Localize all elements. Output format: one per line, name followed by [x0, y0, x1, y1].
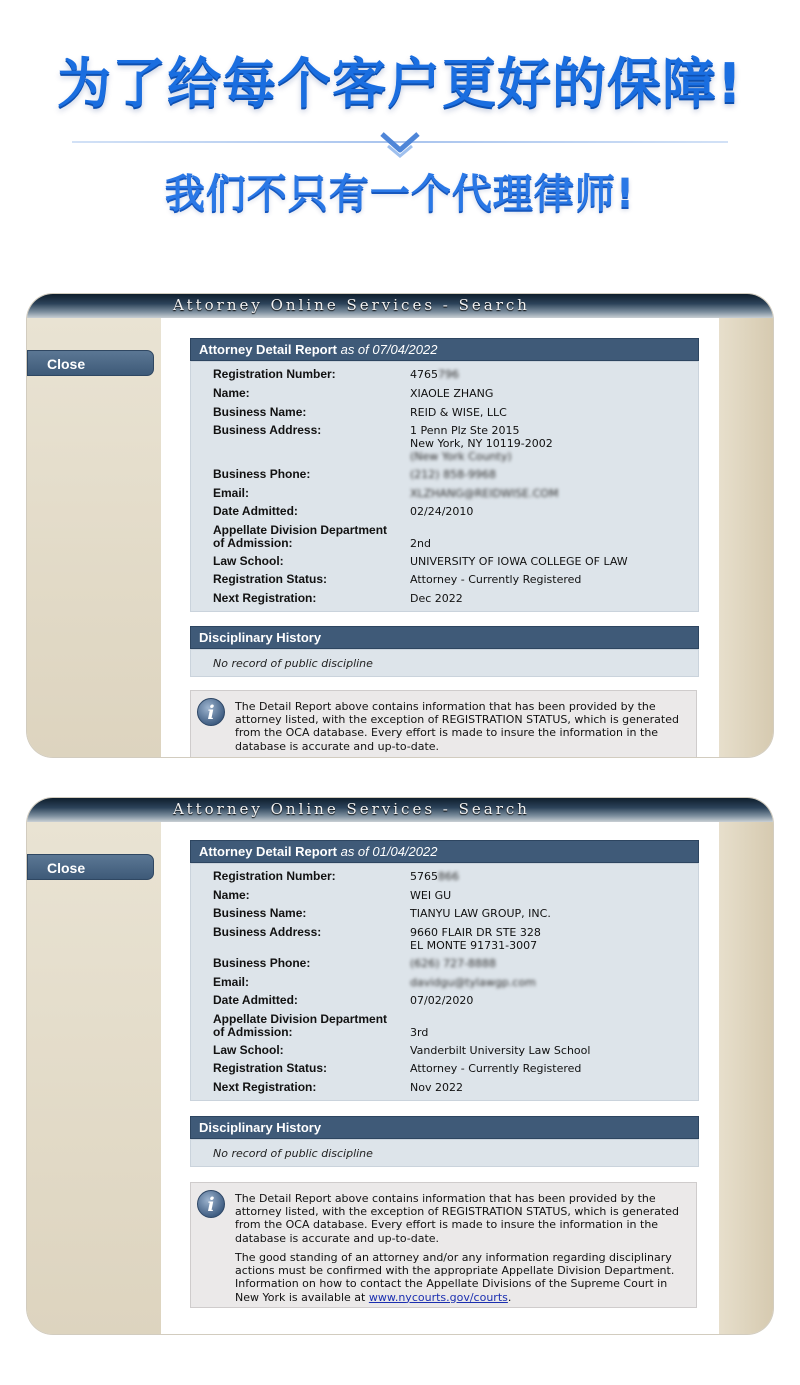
detail-report-header	[190, 338, 699, 361]
nycourts-link[interactable]: www.nycourts.gov/courts	[368, 1290, 508, 1304]
field-value	[410, 926, 700, 952]
window-title: Attorney Online Services - Search	[173, 296, 530, 314]
field-label: Law School:	[213, 554, 284, 568]
detail-report-header	[190, 840, 699, 863]
field-label: Next Registration:	[213, 1080, 317, 1094]
field-label: Business Phone:	[213, 467, 311, 481]
field-label: Business Address:	[213, 925, 322, 939]
field-value: 07/02/2020	[410, 994, 474, 1007]
label-line: Appellate Division Department	[213, 523, 388, 537]
attorney-window-2	[27, 798, 773, 1334]
reg-no-redacted: 796	[438, 368, 459, 381]
field-value-redacted: XLZHANG@REIDWISE.COM	[410, 487, 559, 500]
svg-text:i: i	[207, 702, 215, 724]
close-button[interactable]: Close	[27, 350, 154, 376]
info-notice	[190, 690, 697, 757]
field-value: 3rd	[410, 1026, 429, 1039]
field-value-redacted: (626) 727-8888	[410, 957, 497, 970]
field-label: Date Admitted:	[213, 993, 298, 1007]
field-value	[410, 368, 700, 381]
field-value: REID & WISE, LLC	[410, 406, 507, 419]
field-label: Business Name:	[213, 906, 307, 920]
label-line: of Admission:	[213, 1025, 293, 1039]
field-value: Vanderbilt University Law School	[410, 1044, 591, 1057]
no-record-text: No record of public discipline	[213, 1147, 373, 1160]
address-line: 9660 FLAIR DR STE 328	[410, 926, 541, 939]
address-line: EL MONTE 91731-3007	[410, 939, 538, 952]
field-label: Email:	[213, 486, 250, 500]
field-value: 02/24/2010	[410, 505, 474, 518]
detail-report-date: as of 07/04/2022	[340, 342, 438, 357]
field-value	[410, 870, 700, 883]
address-line-redacted: (New York County)	[410, 450, 512, 463]
disciplinary-history-body	[190, 649, 699, 677]
detail-report-title: Attorney Detail Report	[199, 342, 337, 357]
svg-text:i: i	[207, 1194, 215, 1216]
field-label: Next Registration:	[213, 591, 317, 605]
field-value: TIANYU LAW GROUP, INC.	[410, 907, 551, 920]
right-margin	[719, 318, 773, 757]
field-value: WEI GU	[410, 889, 452, 902]
reg-no-visible: 4765	[410, 368, 438, 381]
disciplinary-title: Disciplinary History	[199, 630, 322, 645]
field-value	[410, 424, 700, 463]
info-text: The Detail Report above contains information that has been provided by the attorney listed, with the exception of REGISTRATION STATUS, which is generated from the OCA database. Every effort is made to insure the information in the database is accurate and up-to-date.	[235, 1192, 679, 1245]
address-line: New York, NY 10119-2002	[410, 437, 553, 450]
field-label	[213, 524, 413, 550]
disciplinary-history-header	[190, 1116, 699, 1139]
info-icon	[196, 697, 226, 727]
field-appellate-division	[213, 524, 693, 552]
field-label: Law School:	[213, 1043, 284, 1057]
headline: 为了给每个客户更好的保障!	[57, 52, 743, 115]
field-label: Name:	[213, 888, 250, 902]
field-value: Dec 2022	[410, 592, 463, 605]
left-sidebar	[27, 822, 161, 1334]
field-value: XIAOLE ZHANG	[410, 387, 494, 400]
right-margin	[719, 822, 773, 1334]
standing-text: The good standing of an attorney and/or any information regarding disciplinary actions must be confirmed with the appropriate Appellate Division Department. Information on how to contact the Appellate Divisions of the Supreme Court in New York is available at	[235, 1251, 675, 1304]
field-label: Registration Status:	[213, 572, 328, 586]
field-label: Date Admitted:	[213, 504, 298, 518]
detail-report-body	[190, 863, 699, 1101]
close-button[interactable]: Close	[27, 854, 154, 880]
detail-report-body	[190, 361, 699, 612]
field-value: Attorney - Currently Registered	[410, 573, 582, 586]
info-text: The Detail Report above contains information that has been provided by the attorney listed, with the exception of REGISTRATION STATUS, which is generated from the OCA database. Every effort is made to insure the information in the database is accurate and up-to-date.	[235, 700, 679, 753]
attorney-window-1	[27, 294, 773, 757]
info-text-standing	[235, 1251, 685, 1304]
detail-report-date: as of 01/04/2022	[340, 844, 438, 859]
reg-no-redacted: 866	[438, 870, 459, 883]
field-label	[213, 1013, 413, 1039]
label-line: of Admission:	[213, 536, 293, 550]
link-suffix: .	[507, 1290, 512, 1304]
field-value: 2nd	[410, 537, 431, 550]
disciplinary-history-header	[190, 626, 699, 649]
field-label: Registration Number:	[213, 869, 336, 883]
field-label: Business Address:	[213, 423, 322, 437]
report-content	[161, 318, 719, 757]
field-label: Business Name:	[213, 405, 307, 419]
address-line: 1 Penn Plz Ste 2015	[410, 424, 520, 437]
detail-report-title: Attorney Detail Report	[199, 844, 337, 859]
no-record-text: No record of public discipline	[213, 657, 373, 670]
window-titlebar	[27, 798, 773, 822]
subline: 我们不只有一个代理律师!	[164, 171, 636, 217]
field-value: Nov 2022	[410, 1081, 463, 1094]
window-title: Attorney Online Services - Search	[173, 800, 530, 818]
label-line: Appellate Division Department	[213, 1012, 388, 1026]
report-content	[161, 822, 719, 1334]
field-label: Name:	[213, 386, 250, 400]
chevron-down-icon	[376, 128, 424, 164]
disciplinary-title: Disciplinary History	[199, 1120, 322, 1135]
field-label: Registration Status:	[213, 1061, 328, 1075]
reg-no-visible: 5765	[410, 870, 438, 883]
info-icon	[196, 1189, 226, 1219]
field-appellate-division	[213, 1013, 693, 1041]
window-titlebar	[27, 294, 773, 318]
field-value-redacted: (212) 858-9968	[410, 468, 497, 481]
field-value: UNIVERSITY OF IOWA COLLEGE OF LAW	[410, 555, 628, 568]
field-label: Email:	[213, 975, 250, 989]
field-value: Attorney - Currently Registered	[410, 1062, 582, 1075]
field-label: Business Phone:	[213, 956, 311, 970]
disciplinary-history-body	[190, 1139, 699, 1167]
field-value-redacted: davidgu@tylawgp.com	[410, 976, 536, 989]
info-notice	[190, 1182, 697, 1308]
left-sidebar	[27, 318, 161, 757]
field-label: Registration Number:	[213, 367, 336, 381]
